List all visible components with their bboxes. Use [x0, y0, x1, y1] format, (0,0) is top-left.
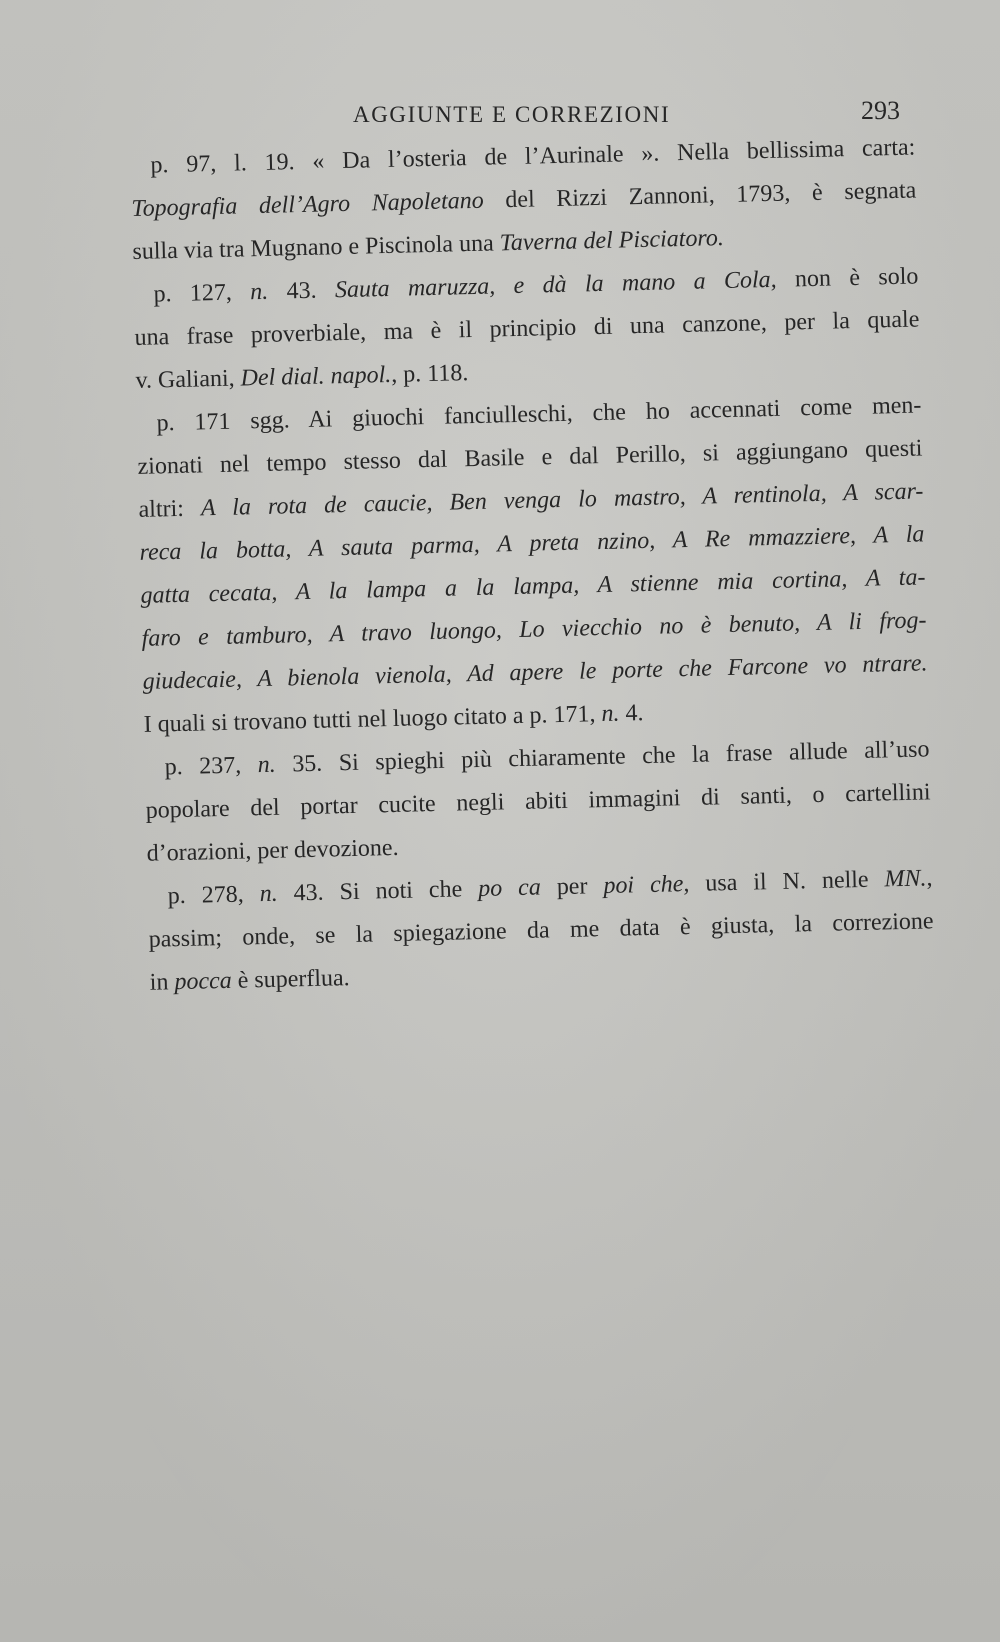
roman-text: non è solo: [776, 263, 919, 293]
roman-text: p. 97, l. 19. « Da l’osteria de l’Aurinale ». Nella bellissima carta:: [150, 134, 916, 179]
roman-text: p. 127,: [153, 279, 251, 308]
correction-entry: [147, 857, 935, 1004]
italic-text: Taverna del Pisciatoro.: [499, 225, 725, 257]
roman-text: sulla via tra Mugnano e Piscinola una: [132, 230, 500, 265]
roman-text: popolare del portar cucite negli abiti immagini di santi, o cartellini: [145, 779, 931, 824]
roman-text: v. Galiani,: [135, 365, 241, 394]
italic-text: reca la botta, A sauta parma, A preta nzino, A Re mmazziere, A la: [139, 521, 925, 566]
page-number: 293: [861, 96, 900, 125]
italic-text: gatta cecata, A la lampa a la lampa, A stienne mia cortina, A ta-: [140, 564, 926, 609]
roman-text: ,: [926, 865, 933, 892]
italic-text: n.: [257, 751, 277, 779]
roman-text: p. 278,: [167, 881, 260, 910]
roman-text: usa il N. nelle: [689, 866, 885, 898]
running-title: AGGIUNTE E CORREZIONI: [353, 102, 671, 127]
roman-text: p. 171 sgg. Ai giuochi fanciulleschi, che ho accennati come men-: [156, 392, 922, 437]
roman-text: del Rizzi Zannoni, 1793, è segnata: [483, 177, 917, 214]
italic-text: giudecaie, A bienola vienola, Ad apere le porte che Farcone vo ntrare.: [142, 650, 928, 695]
italic-text: n.: [259, 880, 278, 908]
roman-text: 4.: [619, 700, 644, 727]
correction-entry: [133, 255, 921, 402]
roman-text: una frase proverbiale, ma è il principio di una canzone, per la quale: [134, 306, 920, 351]
italic-text: po ca: [477, 874, 542, 903]
roman-text: p. 237,: [164, 752, 259, 781]
italic-text: pocca: [174, 967, 233, 996]
roman-text: per: [540, 873, 604, 901]
correction-entry: [144, 728, 932, 875]
italic-text: poi che,: [603, 871, 690, 900]
correction-entry: [136, 384, 929, 746]
italic-text: A la rota de caucie, Ben venga lo mastro, A rentinola, A scar-: [200, 478, 924, 522]
correction-entry: [130, 127, 918, 274]
roman-text: I quali si trovano tutti nel luogo citato a p. 171,: [143, 701, 602, 738]
italic-text: Topografia dell’Agro Napoletano: [131, 187, 485, 222]
roman-text: 43.: [267, 277, 336, 305]
italic-text: MN.: [884, 865, 927, 893]
italic-text: Sauta maruzza, e dà la mano a Cola,: [334, 266, 777, 304]
italic-text: n.: [249, 278, 269, 306]
roman-text: altri:: [138, 495, 202, 523]
roman-text: è superflua.: [231, 965, 350, 994]
roman-text: in: [149, 969, 175, 996]
roman-text: , p. 118.: [390, 360, 469, 388]
roman-text: passim; onde, se la spiegazione da me data è giusta, la correzione: [148, 908, 934, 953]
roman-text: d’orazioni, per devozione.: [146, 834, 399, 867]
italic-text: n.: [601, 700, 620, 728]
italic-text: Del dial. napol.: [240, 361, 392, 392]
corrections-text: [130, 127, 935, 1005]
italic-text: faro e tamburo, A travo luongo, Lo viecchio no è benuto, A li frog-: [141, 607, 927, 652]
roman-text: zionati nel tempo stesso dal Basile e dal Perillo, si aggiungano questi: [137, 435, 923, 480]
roman-text: 35. Si spieghi più chiaramente che la frase allude all’uso: [275, 736, 930, 778]
roman-text: 43. Si noti che: [277, 876, 479, 907]
